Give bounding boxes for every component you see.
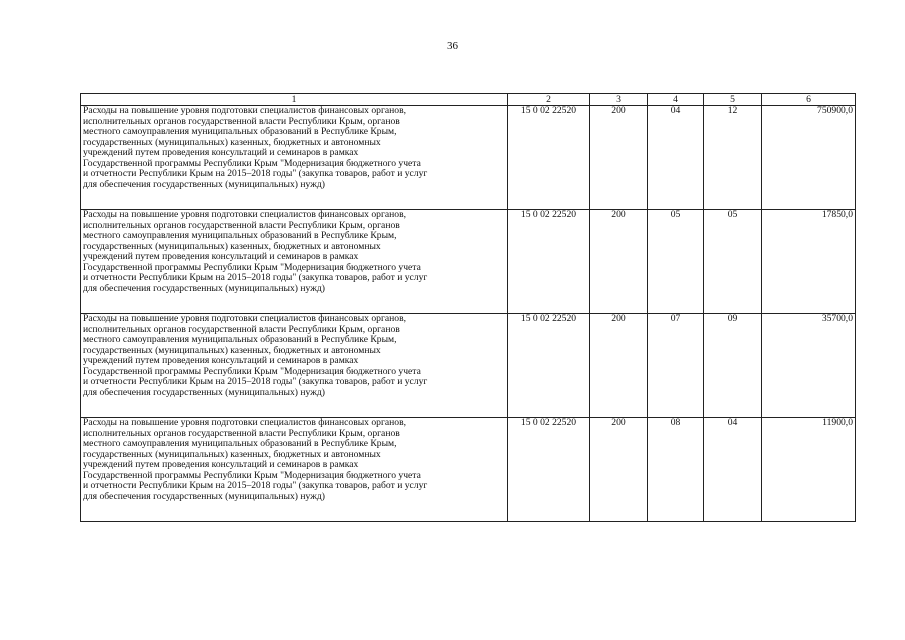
description-line: исполнительных органов государственной власти Республики Крым, органов [83,427,400,439]
description-line: исполнительных органов государственной власти Республики Крым, органов [83,219,400,231]
amount: 17850,0 [762,210,856,314]
description-line: и отчетности Республики Крым на 2015–2018 годы" (закупка товаров, работ и услуг [83,376,428,387]
description-line: государственных (муниципальных) казенных, бюджетных и автономных [83,240,381,252]
section-code: 08 [648,418,704,522]
description-line: учреждений путем проведения консультаций и семинаров в рамках [83,147,359,158]
section-code: 07 [648,314,704,418]
target-article-code: 15 0 02 22520 [508,418,590,522]
expense-type-code: 200 [590,210,648,314]
description-line: местного самоуправления муниципальных образований в Республике Крым, [83,230,397,241]
expense-type-code: 200 [590,106,648,210]
description-line: Государственной программы Республики Крым "Модернизация бюджетного учета [83,365,421,377]
description-line: государственных (муниципальных) казенных, бюджетных и автономных [83,344,381,356]
description-line: исполнительных органов государственной власти Республики Крым, органов [83,323,400,335]
description-line: государственных (муниципальных) казенных, бюджетных и автономных [83,136,381,148]
header-col-5: 5 [704,94,762,106]
description-line: Государственной программы Республики Крым "Модернизация бюджетного учета [83,157,421,169]
header-col-4: 4 [648,94,704,106]
header-col-3: 3 [590,94,648,106]
budget-table [80,93,856,522]
description-line: для обеспечения государственных (муниципальных) нужд) [83,282,325,294]
header-col-6: 6 [762,94,856,106]
description-line: местного самоуправления муниципальных образований в Республике Крым, [83,438,397,449]
target-article-code: 15 0 02 22520 [508,106,590,210]
subsection-code: 04 [704,418,762,522]
section-code: 04 [648,106,704,210]
description-line: для обеспечения государственных (муниципальных) нужд) [83,178,325,190]
table-header-row [81,94,856,106]
expense-type-code: 200 [590,418,648,522]
page-number: 36 [447,40,458,52]
target-article-code: 15 0 02 22520 [508,210,590,314]
table-row [81,210,856,314]
table-row [81,418,856,522]
target-article-code: 15 0 02 22520 [508,314,590,418]
subsection-code: 09 [704,314,762,418]
table-row [81,314,856,418]
description-line: исполнительных органов государственной власти Республики Крым, органов [83,115,400,127]
description-line: Расходы на повышение уровня подготовки специалистов финансовых органов, [83,417,407,428]
description-line: для обеспечения государственных (муниципальных) нужд) [83,490,325,502]
header-col-1: 1 [81,94,508,106]
amount: 35700,0 [762,314,856,418]
description-line: и отчетности Республики Крым на 2015–2018 годы" (закупка товаров, работ и услуг [83,272,428,283]
expense-description [81,106,508,210]
expense-description [81,210,508,314]
description-line: государственных (муниципальных) казенных, бюджетных и автономных [83,448,381,460]
description-line: Расходы на повышение уровня подготовки специалистов финансовых органов, [83,209,407,220]
table-row [81,106,856,210]
description-line: учреждений путем проведения консультаций и семинаров в рамках [83,355,359,366]
amount: 750900,0 [762,106,856,210]
description-line: для обеспечения государственных (муниципальных) нужд) [83,386,325,398]
description-line: и отчетности Республики Крым на 2015–2018 годы" (закупка товаров, работ и услуг [83,480,428,491]
description-line: местного самоуправления муниципальных образований в Республике Крым, [83,126,397,137]
description-line: и отчетности Республики Крым на 2015–2018 годы" (закупка товаров, работ и услуг [83,168,428,179]
description-line: учреждений путем проведения консультаций и семинаров в рамках [83,459,359,470]
amount: 11900,0 [762,418,856,522]
description-line: Расходы на повышение уровня подготовки специалистов финансовых органов, [83,105,407,116]
description-line: Государственной программы Республики Крым "Модернизация бюджетного учета [83,469,421,481]
description-line: учреждений путем проведения консультаций и семинаров в рамках [83,251,359,262]
subsection-code: 12 [704,106,762,210]
description-line: Расходы на повышение уровня подготовки специалистов финансовых органов, [83,313,407,324]
expense-type-code: 200 [590,314,648,418]
expense-description [81,314,508,418]
description-line: местного самоуправления муниципальных образований в Республике Крым, [83,334,397,345]
subsection-code: 05 [704,210,762,314]
description-line: Государственной программы Республики Крым "Модернизация бюджетного учета [83,261,421,273]
section-code: 05 [648,210,704,314]
header-col-2: 2 [508,94,590,106]
expense-description [81,418,508,522]
